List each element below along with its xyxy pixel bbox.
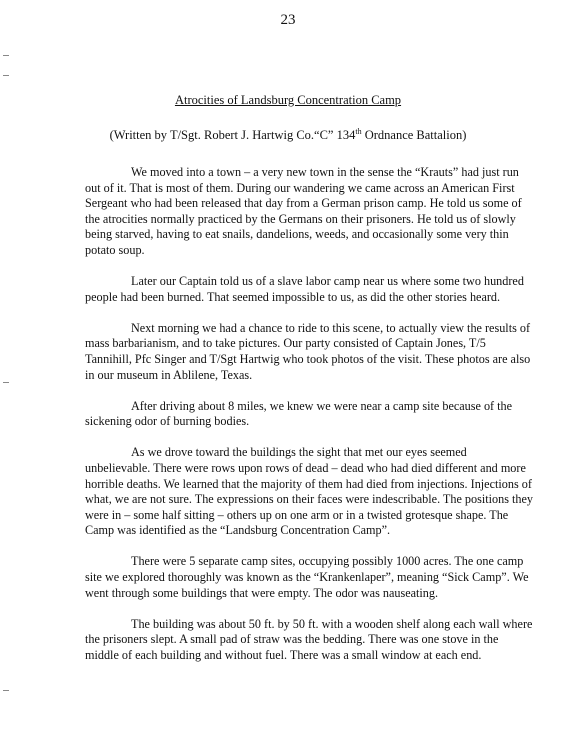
- page-number: 23: [280, 12, 296, 28]
- paragraph-6: There were 5 separate camp sites, occupying possibly 1000 acres. The one camp site we explored thoroughly was known as the “Krankenlaper”, meaning “Sick Camp”. We went through some buildings that were empty. The odor was nauseating.: [85, 554, 529, 600]
- scan-margin-mark: [3, 75, 9, 76]
- scan-margin-mark: [3, 382, 9, 383]
- subtitle-text-before: (Written by T/Sgt. Robert J. Hartwig Co.“C” 134: [109, 128, 356, 142]
- scan-margin-mark: [3, 55, 9, 56]
- paragraph-2: Later our Captain told us of a slave labor camp near us where some two hundred people had been burned. That seemed impossible to us, as did the other stories heard.: [85, 274, 524, 304]
- document-body: [85, 165, 535, 679]
- paragraph-7: The building was about 50 ft. by 50 ft. with a wooden shelf along each wall where the prisoners slept. A small pad of straw was the bedding. There was one stove in the middle of each building and without fuel. There was a small window at each end.: [85, 616, 533, 662]
- document-subtitle: [0, 128, 576, 143]
- document-title: Atrocities of Landsburg Concentration Camp: [174, 93, 402, 107]
- paragraph-4: After driving about 8 miles, we knew we were near a camp site because of the sickening odor of burning bodies.: [85, 398, 513, 429]
- paragraph-3: Next morning we had a chance to ride to this scene, to actually view the results of mass barbarianism, and to take pictures. Our party consisted of Captain Jones, T/5 Tannihill, Pfc Singer and T/Sgt Hartwig who took photos of the visit. These photos are also in our museum in Ablilene, Texas.: [85, 320, 531, 382]
- subtitle-superscript: th: [355, 126, 362, 136]
- paragraph-5: As we drove toward the buildings the sight that met our eyes seemed unbelievable. There were rows upon rows of dead – dead who had died different and more horrible deaths. We learned that the majority of them had died from injections. Injections of what, we are not sure. The expressions on their faces were indescribable. The positions they were in – some half sitting – others up on one arm or in a twisted grotesque shape. The Camp was identified as the “Landsburg Concentration Camp”.: [85, 445, 533, 538]
- scan-margin-mark: [3, 690, 9, 691]
- paragraph-1: We moved into a town – a very new town in the sense the “Krauts” had just run out of it. That is most of them. During our wandering we came across an American First Sergeant who had been released that day from a German prison camp. He told us some of the atrocities normally practiced by the Germans on their prisoners. He told us of slowly being starved, having to eat snails, dandelions, weeds, and occasionally some very thin potato soup.: [85, 165, 522, 257]
- subtitle-text-after: Ordnance Battalion): [361, 128, 467, 142]
